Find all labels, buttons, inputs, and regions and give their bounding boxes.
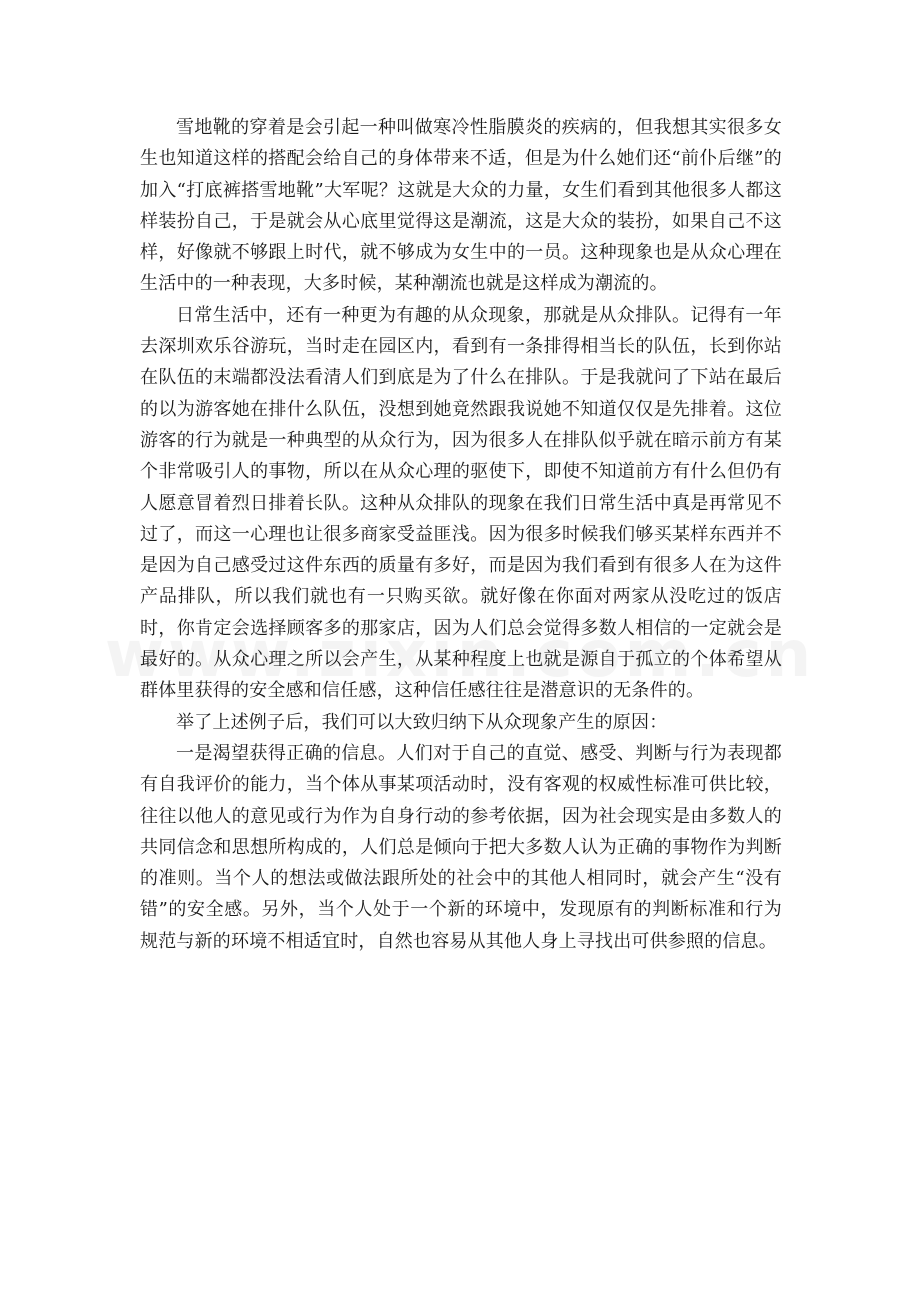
paragraph-3: 举了上述例子后，我们可以大致归纳下从众现象产生的原因： xyxy=(176,711,668,733)
document-body xyxy=(140,112,782,957)
paragraph-4: 一是渴望获得正确的信息。人们对于自己的直觉、感受、判断与行为表现都有自我评价的能力，当个体从事某项活动时，没有客观的权威性标准可供比较，往往以他人的意见或行为作为自身行动的参考依据，因为社会现实是由多数人的共同信念和思想所构成的，人们总是倾向于把大多数人认为正确的事物作为判断的准则。当个人的想法或做法跟所处的社会中的其他人相同时，就会产生“没有错”的安全感。另外，当个人处于一个新的环境中，发现原有的判断标准和行为规范与新的环境不相适宜时，自然也容易从其他人身上寻找出可供参照的信息。 xyxy=(140,742,782,952)
paragraph-1: 雪地靴的穿着是会引起一种叫做寒冷性脂膜炎的疾病的，但我想其实很多女生也知道这样的搭配会给自己的身体带来不适，但是为什么她们还“前仆后继”的加入“打底裤搭雪地靴”大军呢？这就是大众的力量，女生们看到其他很多人都这样装扮自己，于是就会从心底里觉得这是潮流，这是大众的装扮，如果自己不这样，好像就不够跟上时代，就不够成为女生中的一员。这种现象也是从众心理在生活中的一种表现，大多时候，某种潮流也就是这样成为潮流的。 xyxy=(140,117,782,295)
paragraph-2: 日常生活中，还有一种更为有趣的从众现象，那就是从众排队。记得有一年去深圳欢乐谷游玩，当时走在园区内，看到有一条排得相当长的队伍，长到你站在队伍的末端都没法看清人们到底是为了什么在排队。于是我就问了下站在最后的以为游客她在排什么队伍，没想到她竟然跟我说她不知道仅仅是先排着。这位游客的行为就是一种典型的从众行为，因为很多人在排队似乎就在暗示前方有某个非常吸引人的事物，所以在从众心理的驱使下，即使不知道前方有什么但仍有人愿意冒着烈日排着长队。这种从众排队的现象在我们日常生活中真是再常见不过了，而这一心理也让很多商家受益匪浅。因为很多时候我们够买某样东西并不是因为自己感受过这件东西的质量有多好，而是因为我们看到有很多人在为这件产品排队，所以我们就也有一只购买欲。就好像在你面对两家从没吃过的饭店时，你肯定会选择顾客多的那家店，因为人们总会觉得多数人相信的一定就会是最好的。从众心理之所以会产生，从某种程度上也就是源自于孤立的个体希望从群体里获得的安全感和信任感，这种信任感往往是潜意识的无条件的。 xyxy=(140,304,782,702)
